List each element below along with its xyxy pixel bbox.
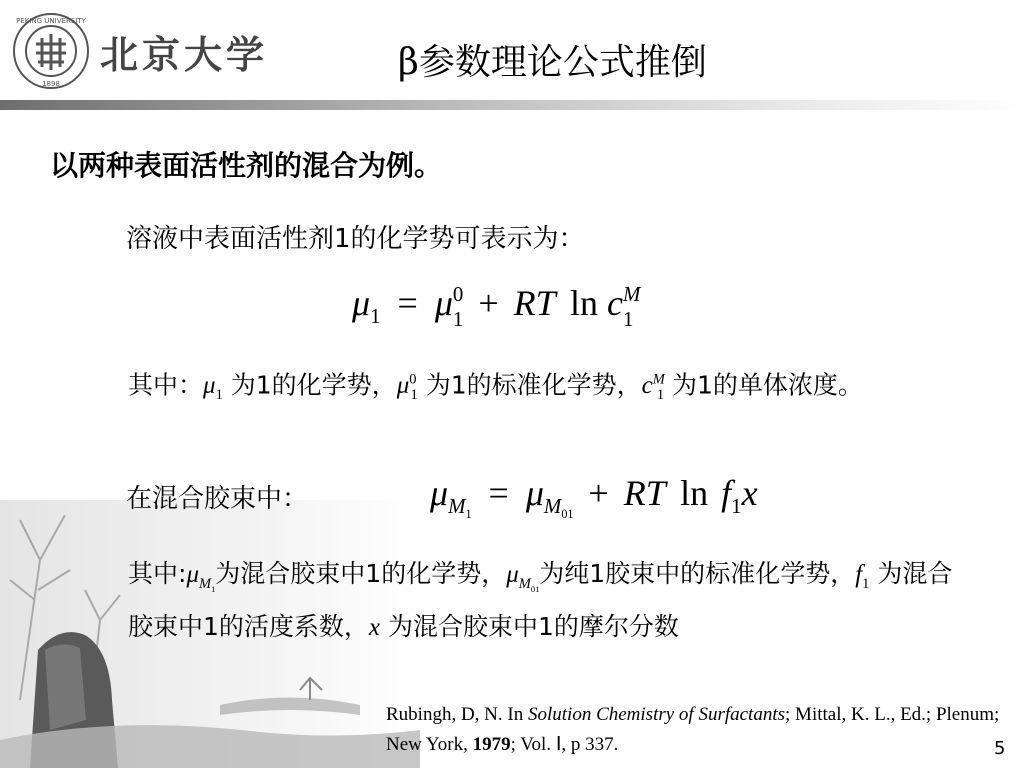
seal-year: 1898 — [42, 80, 60, 88]
equation-micelle-potential: $\mu_{M_1} = \mu_{M_{01}}$ + RT $\ln f_1x$ — [430, 473, 758, 522]
equation-chemical-potential: $\mu_1 = \mu$ 0 1 + RT ln c M 1 — [352, 281, 641, 331]
university-seal-logo — [12, 12, 90, 90]
section-heading: 以两种表面活性剂的混合为例。 — [50, 149, 443, 182]
title-beta-symbol: β — [398, 42, 419, 83]
slide-header — [0, 0, 1024, 110]
seal-text: PEKING UNIVERSITY — [16, 17, 86, 25]
slide-title — [398, 34, 707, 85]
page-number: 5 — [994, 738, 1006, 759]
header-divider-bar — [0, 100, 1024, 110]
university-logo-text: 北京大学 — [100, 32, 269, 77]
equation2-explanation: 其中$:\mu_{M_1}$为混合胶束中1的化学势，$\mu_{M_{01}}$为纯1胶束中的标准化学势，$f_1$ 为混合胶束中1的活度系数，x 为混合胶束中1的摩尔分数 — [128, 559, 953, 641]
reference-citation: Rubingh, D, N. In Solution Chemistry of Surfactants; Mittal, K. L., Ed.; Plenum; New York, 1979; Vol. Ⅰ, p 337. — [386, 704, 1000, 755]
micelle-line: 在混合胶束中： — [126, 484, 309, 514]
equation1-explanation: 其中：$\mu_1$ 为1的化学势，$\mu^0_1$ 为1的标准化学势，$c^M_1$ 为1的单体浓度。 — [128, 370, 863, 404]
reference-year: 1979 — [472, 734, 511, 755]
reference-book-title: Solution Chemistry of Surfactants — [527, 704, 786, 725]
intro-line: 溶液中表面活性剂1的化学势可表示为： — [126, 224, 585, 254]
title-text: 参数理论公式推倒 — [418, 42, 707, 83]
